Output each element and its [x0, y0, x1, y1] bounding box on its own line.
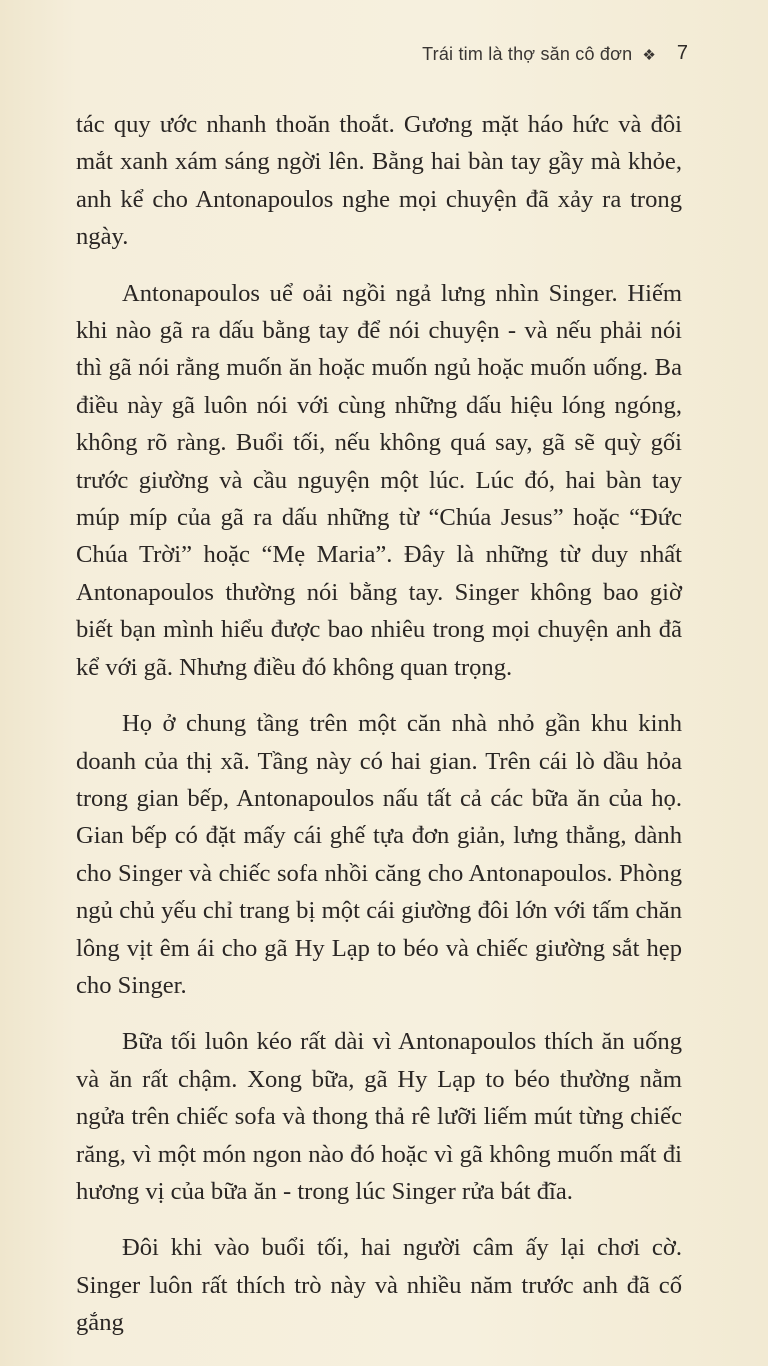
ornament-icon: ❖	[642, 47, 656, 64]
paragraph-4: Bữa tối luôn kéo rất dài vì Antonapoulos thích ăn uống và ăn rất chậm. Xong bữa, gã Hy Lạp to béo thường nằm ngửa trên chiếc sofa và thong thả rê lưỡi liếm mút từng chiếc răng, vì một món ngon nào đó hoặc vì gã không muốn mất đi hương vị của bữa ăn - trong lúc Singer rửa bát đĩa.	[76, 1028, 682, 1205]
running-title: Trái tim là thợ săn cô đơn	[422, 44, 633, 64]
paragraph-1: tác quy ước nhanh thoăn thoắt. Gương mặt háo hức và đôi mắt xanh xám sáng ngời lên. Bằng hai bàn tay gầy mà khỏe, anh kể cho Antonapoulos nghe mọi chuyện đã xảy ra trong ngày.	[76, 111, 682, 251]
paragraph-2: Antonapoulos uể oải ngồi ngả lưng nhìn Singer. Hiếm khi nào gã ra dấu bằng tay để nói chuyện - và nếu phải nói thì gã nói rằng muốn ăn hoặc muốn ngủ hoặc muốn uống. Ba điều này gã luôn nói với cùng những dấu hiệu lóng ngóng, không rõ ràng. Buổi tối, nếu không quá say, gã sẽ quỳ gối trước giường và cầu nguyện một lúc. Lúc đó, hai bàn tay múp míp của gã ra dấu những từ “Chúa Jesus” hoặc “Đức Chúa Trời” hoặc “Mẹ Maria”. Đây là những từ duy nhất Antonapoulos thường nói bằng tay. Singer không bao giờ biết bạn mình hiểu được bao nhiêu trong mọi chuyện anh đã kể với gã. Nhưng điều đó không quan trọng.	[76, 279, 682, 681]
paragraph-5: Đôi khi vào buổi tối, hai người câm ấy lại chơi cờ. Singer luôn rất thích trò này và nhiều năm trước anh đã cố gắng	[76, 1234, 682, 1337]
running-header	[422, 44, 664, 65]
body-text	[76, 106, 682, 1361]
page-number: 7	[676, 42, 688, 64]
paragraph-3: Họ ở chung tầng trên một căn nhà nhỏ gần khu kinh doanh của thị xã. Tầng này có hai gian. Trên cái lò dầu hỏa trong gian bếp, Antonapoulos nấu tất cả các bữa ăn của họ. Gian bếp có đặt mấy cái ghế tựa đơn giản, lưng thẳng, dành cho Singer và chiếc sofa nhồi căng cho Antonapoulos. Phòng ngủ chủ yếu chỉ trang bị một cái giường đôi lớn với tấm chăn lông vịt êm ái cho gã Hy Lạp to béo và chiếc giường sắt hẹp cho Singer.	[76, 710, 682, 999]
